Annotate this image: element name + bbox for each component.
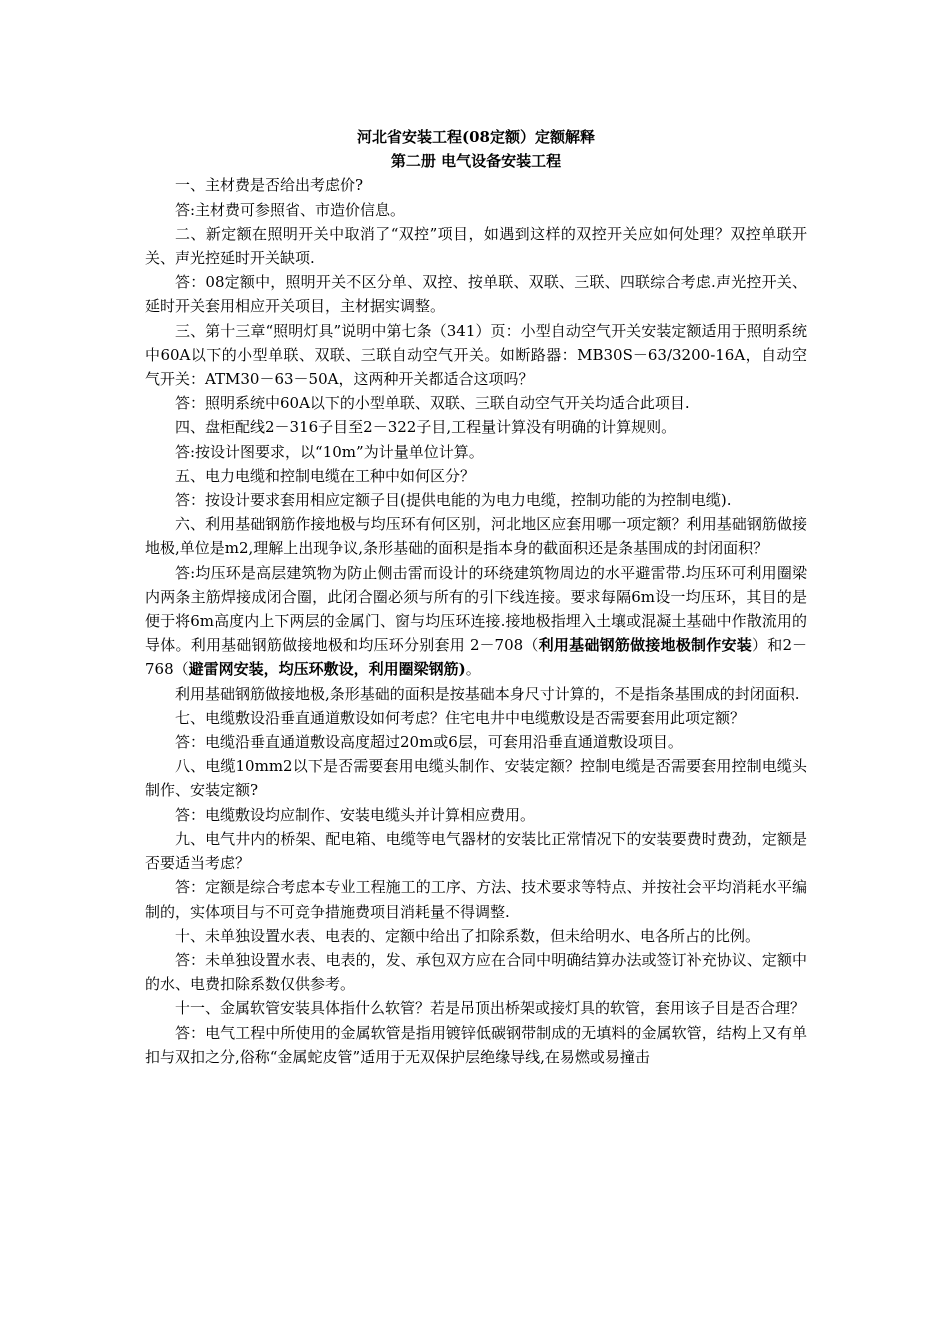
document-title: 河北省安装工程(08定额）定额解释 [357,128,595,146]
paragraph-q9: 九、电气井内的桥架、配电箱、电缆等电气器材的安装比正常情况下的安装要费时费劲，定额是否要适当考虑？ [145,829,807,873]
paragraph-q2: 二、新定额在照明开关中取消了“双控”项目，如遇到这样的双控开关应如何处理？双控单联开关、声光控延时开关缺项. [145,224,807,268]
paragraph-q10: 十、未单独设置水表、电表的、定额中给出了扣除系数，但未给明水、电各所占的比例。 [175,926,761,945]
paragraph-a6-bold-1: 利用基础钢筋做接地极制作安装 [538,636,752,655]
paragraph-a6-bold-2: 避雷网安装，均压环敷设，利用圈梁钢筋) [188,660,466,679]
paragraph-a1: 答:主材费可参照省、市造价信息。 [175,200,406,219]
paragraph-a11: 答：电气工程中所使用的金属软管是指用镀锌低碳钢带制成的无填料的金属软管，结构上又有单扣与双扣之分,俗称“金属蛇皮管”适用于无双保护层绝缘导线,在易燃或易撞击 [145,1023,807,1066]
paragraph-q1: 一、主材费是否给出考虑价? [175,176,364,195]
document-subtitle: 第二册 电气设备安装工程 [390,152,562,171]
paragraph-a6-text-1: 答:均压环是高层建筑物为防止侧击雷而设计的环绕建筑物周边的水平避雷带.均压环可利用圈梁内两条主筋焊接成闭合圈，此闭合圈必须与所有的引下线连接。要求每隔6m设一均压环，其目的是便于将6m高度内上下两层的金属门、窗与均压环连接.接地极指埋入土壤或混凝土基础中作散流用的导体。利用基础钢筋做接地极和均压环分别套用 2－708（ [145,563,807,655]
paragraph-q3: 三、第十三章“照明灯具”说明中第七条（341）页：小型自动空气开关安装定额适用于照明系统中60A以下的小型单联、双联、三联自动空气开关。如断路器：MB30S－63/3200-16A，自动空气开关：ATM30－63－50A，这两种开关都适合这项吗？ [145,321,807,389]
paragraph-a9: 答：定额是综合考虑本专业工程施工的工序、方法、技术要求等特点、并按社会平均消耗水平编制的，实体项目与不可竞争措施费项目消耗量不得调整. [145,878,807,921]
paragraph-a5: 答：按设计要求套用相应定额子目(提供电能的为电力电缆，控制功能的为控制电缆). [175,491,732,510]
paragraph-a6-text-2: ）和2－768（ [145,636,807,679]
paragraph-a8: 答：电缆敷设均应制作、安装电缆头并计算相应费用。 [175,805,536,824]
paragraph-q11: 十一、金属软管安装具体指什么软管？若是吊顶出桥架或接灯具的软管，套用该子目是否合理？ [175,999,806,1018]
paragraph-q5: 五、电力电缆和控制电缆在工种中如何区分？ [175,466,476,485]
paragraph-q6: 六、利用基础钢筋作接地极与均压环有何区别，河北地区应套用哪一项定额？利用基础钢筋做接地极,单位是m2,理解上出现争议,条形基础的面积是指本身的截面积还是条基围成的封闭面积？ [145,515,807,558]
paragraph-q8: 八、电缆10mm2以下是否需要套用电缆头制作、安装定额？控制电缆是否需要套用控制电缆头制作、安装定额? [145,757,807,800]
paragraph-a2: 答：08定额中，照明开关不区分单、双控、按单联、双联、三联、四联综合考虑.声光控开关、延时开关套用相应开关项目，主材据实调整。 [145,273,807,316]
paragraph-q7: 七、电缆敷设沿垂直通道敷设如何考虑？住宅电井中电缆敷设是否需要套用此项定额？ [175,708,746,727]
paragraph-a6-text-3: 。 [465,660,481,679]
paragraph-a6 [145,561,807,682]
paragraph-a10: 答：未单独设置水表、电表的，发、承包双方应在合同中明确结算办法或签订补充协议、定额中的水、电费扣除系数仅供参考。 [145,950,807,994]
paragraph-a7: 答：电缆沿垂直通道敷设高度超过20m或6层，可套用沿垂直通道敷设项目。 [175,733,683,752]
paragraph-a4: 答:按设计图要求，以“10m”为计量单位计算。 [175,442,484,461]
paragraph-a3: 答：照明系统中60A以下的小型单联、双联、三联自动空气开关均适合此项目. [175,394,690,413]
paragraph-a6-note: 利用基础钢筋做接地极,条形基础的面积是按基础本身尺寸计算的，不是指条基围成的封闭面积. [175,684,800,703]
paragraph-q4: 四、盘柜配线2－316子目至2－322子目,工程量计算没有明确的计算规则。 [175,418,677,437]
document-body [145,125,807,1069]
